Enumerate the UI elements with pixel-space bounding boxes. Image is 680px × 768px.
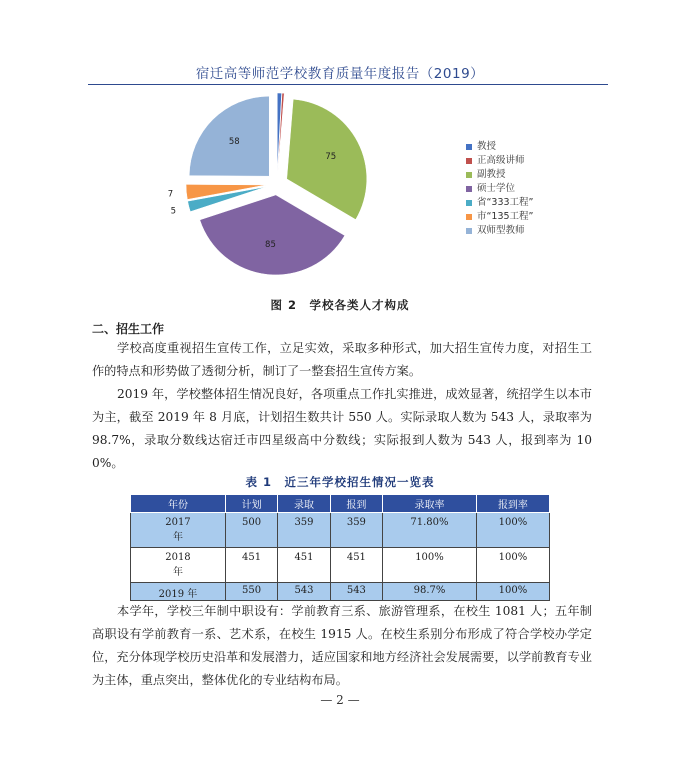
cell-registration-rate: 100% xyxy=(476,583,549,601)
cell-year: 2017 年 xyxy=(131,513,226,548)
section-heading: 二、招生工作 xyxy=(92,322,165,336)
cell-plan: 500 xyxy=(225,513,277,548)
legend-swatch xyxy=(466,200,472,206)
header-plan: 计划 xyxy=(225,495,277,513)
legend-item xyxy=(466,196,533,210)
paragraph-recruitment-publicity: 学校高度重视招生宣传工作，立足实效，采取多种形式，加大招生宣传力度，对招生工作的特点和形势做了透彻分析，制订了一整套招生宣传方案。 xyxy=(92,341,592,378)
header-year: 年份 xyxy=(131,495,226,513)
pie-data-label: 85 xyxy=(265,240,276,251)
cell-registered: 451 xyxy=(330,548,382,583)
legend-swatch xyxy=(466,228,472,234)
legend-label: 双师型教师 xyxy=(477,225,525,236)
legend-label: 硕士学位 xyxy=(477,183,516,194)
legend-swatch xyxy=(466,186,472,192)
legend-item xyxy=(466,224,533,238)
cell-registration-rate: 100% xyxy=(476,513,549,548)
cell-registered: 359 xyxy=(330,513,382,548)
header-admission-rate: 录取率 xyxy=(383,495,477,513)
header-registered: 报到 xyxy=(330,495,382,513)
header-registration-rate: 报到率 xyxy=(476,495,549,513)
legend-label: 市“135工程” xyxy=(477,211,534,222)
table-caption: 表 1 近三年学校招生情况一览表 xyxy=(245,475,435,489)
pie-data-label: 5 xyxy=(170,206,177,217)
header-divider xyxy=(88,84,608,85)
cell-year: 2019 年 xyxy=(131,583,226,601)
table-row xyxy=(131,583,550,601)
legend-label: 副教授 xyxy=(477,169,506,180)
pie-data-label: 58 xyxy=(228,137,240,148)
cell-admission-rate: 100% xyxy=(383,548,477,583)
legend-item xyxy=(466,140,533,154)
legend-label: 省“333工程” xyxy=(477,197,534,208)
pie-data-label: 7 xyxy=(167,189,174,200)
pie-slice xyxy=(200,195,345,275)
pie-data-label: 75 xyxy=(325,152,337,163)
cell-year: 2018 年 xyxy=(131,548,226,583)
legend-label: 教授 xyxy=(477,141,497,152)
chart-legend xyxy=(466,140,533,238)
cell-plan: 451 xyxy=(225,548,277,583)
legend-item xyxy=(466,168,533,182)
legend-swatch xyxy=(466,172,472,178)
paragraph-program-structure: 本学年，学校三年制中职设有：学前教育三系、旅游管理系，在校生 1081 人；五年制高职设有学前教育一系、艺术系，在校生 1915 人。在校生系别分布形成了符合学校办学定位，充分体现学校历史沿革和发展潜力，适应国家和地方经济社会发展需要，以学前教育专业为主体，重点突出，整体优化的专业结构布局。 xyxy=(92,604,592,687)
cell-admitted: 451 xyxy=(278,548,330,583)
legend-item xyxy=(466,154,533,168)
cell-registered: 543 xyxy=(330,583,382,601)
paragraph-recruitment-2019: 2019 年，学校整体招生情况良好，各项重点工作扎实推进，成效显著，统招学生以本市为主，截至 2019 年 8 月底，计划招生数共计 550 人。实际录取人数为 543 人，录取率为 98.7%，录取分数线达宿迁市四星级高中分数线；实际报到人数为 543 人，报到率为 100%。 xyxy=(92,387,592,470)
enrollment-table xyxy=(130,494,550,601)
legend-item xyxy=(466,182,533,196)
cell-plan: 550 xyxy=(225,583,277,601)
figure-caption: 图 2 学校各类人才构成 xyxy=(270,298,410,312)
table-row xyxy=(131,548,550,583)
page-header: 宿迁高等师范学校教育质量年度报告（2019） xyxy=(195,66,485,82)
page-number: — 2 — xyxy=(320,693,360,707)
table-row xyxy=(131,513,550,548)
legend-swatch xyxy=(466,144,472,150)
legend-swatch xyxy=(466,158,472,164)
legend-label: 正高级讲师 xyxy=(477,155,525,166)
cell-admission-rate: 71.80% xyxy=(383,513,477,548)
cell-registration-rate: 100% xyxy=(476,548,549,583)
table-header-row xyxy=(131,495,550,513)
cell-admitted: 359 xyxy=(278,513,330,548)
legend-swatch xyxy=(466,214,472,220)
legend-item xyxy=(466,210,533,224)
cell-admission-rate: 98.7% xyxy=(383,583,477,601)
talent-pie-chart xyxy=(150,92,450,292)
cell-admitted: 543 xyxy=(278,583,330,601)
header-admitted: 录取 xyxy=(278,495,330,513)
